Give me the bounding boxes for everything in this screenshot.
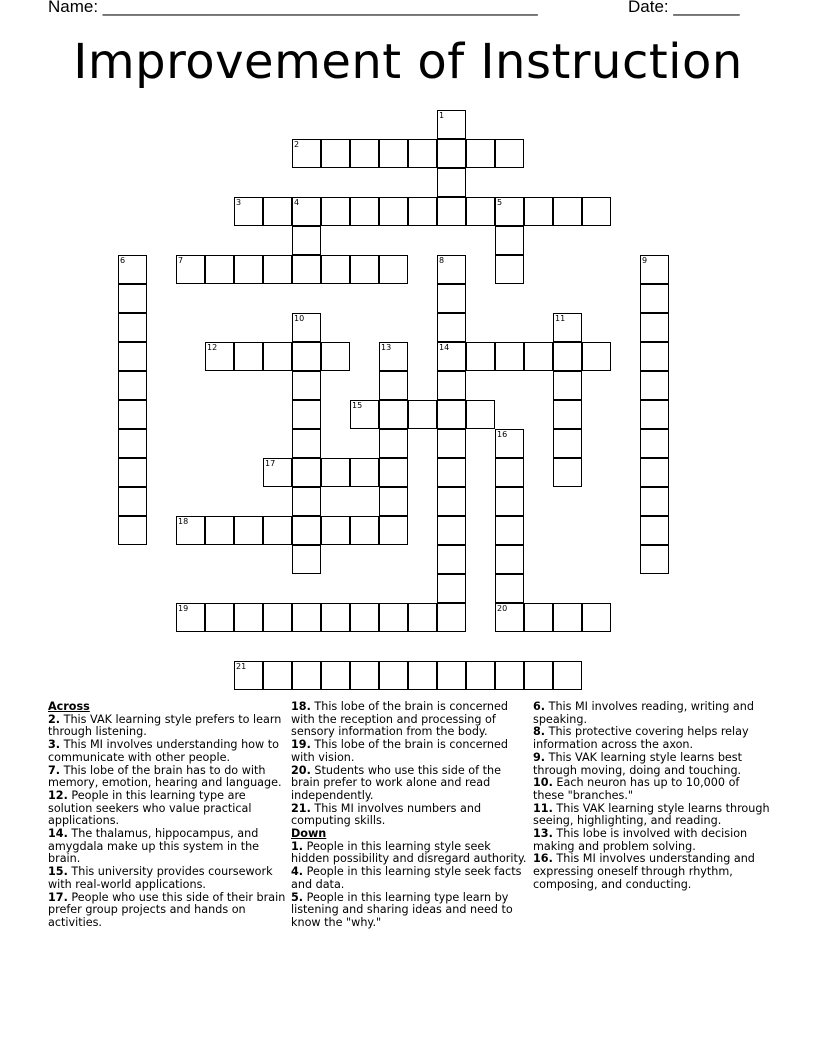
clue-item-number: 14.: [48, 827, 68, 841]
grid-cell[interactable]: [524, 661, 553, 690]
grid-cell[interactable]: [640, 429, 669, 458]
clue-item: [48, 765, 288, 790]
clue-item-text: People in this learning type learn by listening and sharing ideas and need to know the "why.": [291, 890, 513, 929]
grid-cell[interactable]: [350, 255, 379, 284]
clue-item-number: 18.: [291, 700, 311, 713]
grid-cell[interactable]: [321, 458, 350, 487]
grid-cell[interactable]: [321, 197, 350, 226]
clue-item-text: Students who use this side of the brain prefer to work alone and read independently.: [291, 763, 501, 802]
grid-cell[interactable]: [118, 313, 147, 342]
grid-cell[interactable]: [437, 197, 466, 226]
grid-cell[interactable]: [437, 603, 466, 632]
clue-item: [533, 777, 773, 802]
clue-number: 16: [497, 430, 508, 439]
grid-cell[interactable]: [321, 342, 350, 371]
clue-item-text: This MI involves understanding how to communicate with other people.: [48, 738, 279, 764]
clue-item-text: This MI involves reading, writing and speaking.: [533, 700, 754, 726]
clue-item-text: This VAK learning style learns best through moving, doing and touching.: [533, 750, 743, 777]
clue-number: 13: [381, 343, 392, 352]
clue-number: 9: [642, 256, 648, 265]
grid-cell[interactable]: [263, 255, 292, 284]
clues-column-1: [48, 701, 288, 930]
clue-item: [291, 739, 527, 764]
clue-number: 21: [236, 662, 247, 671]
grid-cell[interactable]: [553, 371, 582, 400]
clue-item-number: 6.: [533, 700, 546, 713]
clue-item: [291, 841, 527, 866]
clue-number: 5: [497, 198, 503, 207]
grid-cell[interactable]: [118, 429, 147, 458]
grid-cell[interactable]: [350, 661, 379, 690]
grid-cell[interactable]: [350, 139, 379, 168]
grid-cell[interactable]: [640, 371, 669, 400]
grid-cell[interactable]: [379, 661, 408, 690]
grid-cell[interactable]: [640, 313, 669, 342]
clue-item: [48, 790, 288, 828]
clue-item-text: The thalamus, hippocampus, and amygdala make up this system in the brain.: [48, 827, 260, 866]
grid-cell[interactable]: [437, 574, 466, 603]
grid-cell[interactable]: [379, 458, 408, 487]
clue-item-number: 7.: [48, 763, 61, 777]
grid-cell[interactable]: [640, 284, 669, 313]
clue-item-text: People in this learning style seek hidden possibility and disregard authority.: [291, 839, 527, 866]
clue-number: 3: [236, 198, 242, 207]
grid-cell[interactable]: [408, 197, 437, 226]
grid-cell[interactable]: [263, 197, 292, 226]
clue-item: [291, 892, 527, 930]
grid-cell[interactable]: [292, 603, 321, 632]
grid-cell[interactable]: [466, 661, 495, 690]
grid-cell[interactable]: [466, 197, 495, 226]
clue-number: 17: [265, 459, 276, 468]
grid-cell[interactable]: [466, 342, 495, 371]
grid-cell[interactable]: [292, 371, 321, 400]
clue-item-text: This lobe of the brain is concerned with the reception and processing of sensory information from the body.: [291, 700, 508, 739]
grid-cell[interactable]: [379, 487, 408, 516]
clues-column-2: [291, 701, 527, 930]
grid-cell[interactable]: [437, 429, 466, 458]
grid-cell[interactable]: [640, 342, 669, 371]
grid-cell[interactable]: [292, 661, 321, 690]
grid-cell[interactable]: [321, 661, 350, 690]
grid-cell[interactable]: [234, 255, 263, 284]
clue-item-text: People in this learning type are solution seekers who value practical applications.: [48, 788, 252, 828]
grid-cell[interactable]: [205, 255, 234, 284]
grid-cell[interactable]: [495, 661, 524, 690]
grid-cell[interactable]: [234, 603, 263, 632]
clue-item-number: 12.: [48, 788, 68, 802]
clue-number: 12: [207, 343, 218, 352]
clue-item-text: This university provides coursework with real-world applications.: [48, 865, 273, 891]
clue-item: [48, 828, 288, 866]
grid-cell[interactable]: [640, 545, 669, 574]
grid-cell[interactable]: [524, 603, 553, 632]
name-field[interactable]: Name: ______________________________________________: [48, 0, 538, 16]
grid-cell[interactable]: [118, 516, 147, 545]
grid-cell[interactable]: [466, 139, 495, 168]
grid-cell[interactable]: [495, 226, 524, 255]
grid-cell[interactable]: [437, 545, 466, 574]
grid-cell[interactable]: [437, 284, 466, 313]
clue-item: [533, 828, 773, 853]
clue-item: [291, 803, 527, 828]
clue-item-text: This lobe of the brain is concerned with vision.: [291, 738, 508, 764]
grid-cell[interactable]: [379, 429, 408, 458]
grid-cell[interactable]: [437, 168, 466, 197]
clue-item-text: This MI involves numbers and computing skills.: [291, 801, 482, 828]
clue-number: 7: [178, 256, 184, 265]
date-field[interactable]: Date: _______: [628, 0, 740, 16]
grid-cell[interactable]: [408, 139, 437, 168]
grid-cell[interactable]: [640, 400, 669, 429]
clue-item-text: This MI involves understanding and expressing oneself through rhythm, composing, and conducting.: [533, 852, 755, 891]
clue-item-number: 13.: [533, 827, 553, 841]
clue-number: 10: [294, 314, 305, 323]
clue-item-text: People who use this side of their brain prefer group projects and hands on activities.: [48, 890, 286, 929]
grid-cell[interactable]: [408, 661, 437, 690]
clue-item-number: 9.: [533, 750, 546, 764]
clue-item-number: 20.: [291, 763, 311, 777]
grid-cell[interactable]: [321, 255, 350, 284]
grid-cell[interactable]: [292, 487, 321, 516]
grid-cell[interactable]: [118, 400, 147, 429]
clue-item-number: 11.: [533, 801, 553, 815]
grid-cell[interactable]: [437, 516, 466, 545]
clue-item: [48, 866, 288, 891]
grid-cell[interactable]: [205, 603, 234, 632]
grid-cell[interactable]: [350, 458, 379, 487]
clue-item-number: 19.: [291, 738, 311, 752]
grid-cell[interactable]: [437, 313, 466, 342]
grid-cell[interactable]: [263, 516, 292, 545]
grid-cell[interactable]: [379, 516, 408, 545]
clue-item: [48, 714, 288, 739]
clue-number: 2: [294, 140, 300, 149]
grid-cell[interactable]: [350, 603, 379, 632]
grid-cell[interactable]: [553, 342, 582, 371]
grid-cell[interactable]: [553, 197, 582, 226]
grid-cell[interactable]: [379, 371, 408, 400]
grid-cell[interactable]: [437, 661, 466, 690]
grid-cell[interactable]: [437, 458, 466, 487]
clue-item-text: This VAK learning style learns through seeing, highlighting, and reading.: [533, 801, 770, 828]
grid-cell[interactable]: [437, 371, 466, 400]
grid-cell[interactable]: [495, 574, 524, 603]
grid-cell[interactable]: [582, 197, 611, 226]
grid-cell[interactable]: [640, 516, 669, 545]
clue-item-text: Each neuron has up to 10,000 of these "branches.": [533, 776, 740, 802]
clue-number: 14: [439, 343, 450, 352]
grid-cell[interactable]: [408, 603, 437, 632]
grid-cell[interactable]: [263, 342, 292, 371]
grid-cell[interactable]: [292, 458, 321, 487]
clue-item-number: 3.: [48, 738, 61, 752]
clue-item-number: 15.: [48, 865, 68, 879]
clues-column-3: [533, 701, 773, 892]
clue-item-text: People in this learning style seek facts and data.: [291, 865, 522, 891]
page-title: Improvement of Instruction: [73, 34, 743, 90]
grid-cell[interactable]: [495, 545, 524, 574]
clue-number: 11: [555, 314, 566, 323]
clue-item-number: 2.: [48, 712, 61, 726]
grid-cell[interactable]: [118, 458, 147, 487]
clue-number: 15: [352, 401, 363, 410]
grid-cell[interactable]: [118, 371, 147, 400]
grid-cell[interactable]: [495, 516, 524, 545]
grid-cell[interactable]: [379, 400, 408, 429]
clue-item-number: 5.: [291, 890, 304, 904]
grid-cell[interactable]: [640, 487, 669, 516]
grid-cell[interactable]: [321, 603, 350, 632]
grid-cell[interactable]: [495, 487, 524, 516]
grid-cell[interactable]: [437, 139, 466, 168]
grid-cell[interactable]: [234, 516, 263, 545]
clue-item: [291, 765, 527, 803]
clue-item-number: 8.: [533, 725, 546, 739]
grid-cell[interactable]: [118, 284, 147, 313]
grid-cell[interactable]: [350, 197, 379, 226]
grid-cell[interactable]: [205, 516, 234, 545]
clue-item-text: This lobe of the brain has to do with memory, emotion, hearing and language.: [48, 763, 282, 790]
clue-item-number: 16.: [533, 852, 553, 866]
grid-cell[interactable]: [495, 255, 524, 284]
grid-cell[interactable]: [292, 516, 321, 545]
grid-cell[interactable]: [292, 226, 321, 255]
grid-cell[interactable]: [118, 342, 147, 371]
grid-cell[interactable]: [524, 197, 553, 226]
clue-item-number: 17.: [48, 890, 68, 904]
clue-item-number: 1.: [291, 839, 304, 853]
grid-cell[interactable]: [292, 400, 321, 429]
grid-cell[interactable]: [292, 255, 321, 284]
grid-cell[interactable]: [379, 139, 408, 168]
grid-cell[interactable]: [582, 603, 611, 632]
clue-item: [533, 726, 773, 751]
grid-cell[interactable]: [495, 342, 524, 371]
grid-cell[interactable]: [263, 661, 292, 690]
clue-item: [291, 866, 527, 891]
grid-cell[interactable]: [437, 487, 466, 516]
clue-item-text: This lobe is involved with decision making and problem solving.: [533, 827, 748, 853]
clue-number: 1: [439, 111, 445, 120]
grid-cell[interactable]: [553, 603, 582, 632]
grid-cell[interactable]: [495, 458, 524, 487]
grid-cell[interactable]: [640, 458, 669, 487]
clue-number: 6: [120, 256, 126, 265]
clue-item-number: 4.: [291, 865, 304, 879]
grid-cell[interactable]: [553, 458, 582, 487]
across-heading: Across: [48, 700, 90, 713]
clue-number: 4: [294, 198, 300, 207]
grid-cell[interactable]: [292, 342, 321, 371]
grid-cell[interactable]: [118, 487, 147, 516]
clue-item: [533, 752, 773, 777]
clue-number: 19: [178, 604, 189, 613]
grid-cell[interactable]: [553, 661, 582, 690]
grid-cell[interactable]: [582, 342, 611, 371]
grid-cell[interactable]: [379, 603, 408, 632]
clue-number: 18: [178, 517, 189, 526]
down-heading: Down: [291, 827, 327, 841]
grid-cell[interactable]: [437, 400, 466, 429]
grid-cell[interactable]: [553, 429, 582, 458]
grid-cell[interactable]: [292, 429, 321, 458]
grid-cell[interactable]: [408, 400, 437, 429]
grid-cell[interactable]: [263, 603, 292, 632]
clue-item-text: This VAK learning style prefers to learn through listening.: [48, 712, 282, 739]
clue-item-number: 10.: [533, 776, 553, 790]
grid-cell[interactable]: [379, 197, 408, 226]
clue-item-number: 21.: [291, 801, 311, 815]
grid-cell[interactable]: [495, 139, 524, 168]
grid-cell[interactable]: [379, 255, 408, 284]
clue-item: [48, 892, 288, 930]
clue-item: [48, 739, 288, 764]
grid-cell[interactable]: [350, 516, 379, 545]
clue-item: [533, 853, 773, 891]
clue-item: [533, 803, 773, 828]
grid-cell[interactable]: [292, 545, 321, 574]
clue-item-text: This protective covering helps relay information across the axon.: [533, 725, 749, 752]
clue-number: 8: [439, 256, 445, 265]
clue-item: [291, 701, 527, 739]
grid-cell[interactable]: [553, 400, 582, 429]
clue-number: 20: [497, 604, 508, 613]
grid-cell[interactable]: [524, 342, 553, 371]
grid-cell[interactable]: [466, 400, 495, 429]
grid-cell[interactable]: [321, 516, 350, 545]
grid-cell[interactable]: [234, 342, 263, 371]
clue-item: [533, 701, 773, 726]
grid-cell[interactable]: [321, 139, 350, 168]
